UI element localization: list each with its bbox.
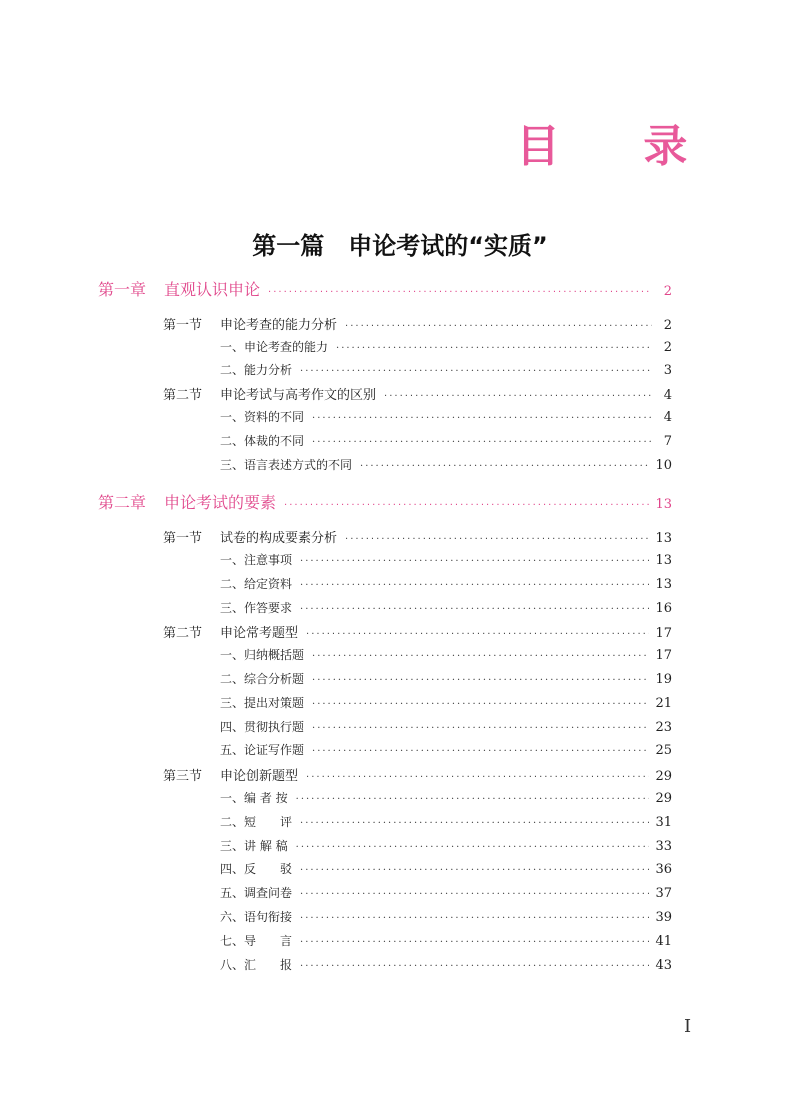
item-label: 三、语言表述方式的不同: [220, 458, 353, 472]
section-number: 第一节: [163, 531, 203, 546]
page-number: 13: [655, 531, 672, 546]
toc-item[interactable]: [220, 551, 672, 571]
item-label: 二、短 评: [220, 815, 293, 829]
leader-dots: [300, 865, 649, 876]
item-label: 二、能力分析: [220, 363, 293, 377]
leader-dots: [300, 961, 649, 972]
toc-item[interactable]: [220, 908, 672, 928]
item-label: 一、资料的不同: [220, 410, 305, 424]
page-number: 17: [655, 626, 672, 641]
leader-dots: [300, 937, 649, 948]
section-title: 申论考试与高考作文的区别: [220, 388, 377, 403]
page-number: 2: [663, 340, 672, 355]
item-label: 七、导 言: [220, 934, 293, 948]
toc-item[interactable]: [220, 932, 672, 952]
section-title: 申论考查的能力分析: [220, 318, 338, 333]
leader-dots: [268, 287, 652, 298]
item-label: 八、汇 报: [220, 958, 293, 972]
section-title: 申论常考题型: [220, 626, 299, 641]
leader-dots: [384, 391, 652, 402]
leader-dots: [284, 500, 649, 511]
item-label: 四、反 驳: [220, 862, 293, 876]
chapter-number: 第二章: [98, 493, 147, 512]
section-title: 试卷的构成要素分析: [220, 531, 338, 546]
leader-dots: [300, 913, 649, 924]
toc-section[interactable]: [163, 527, 672, 547]
toc-item[interactable]: [220, 408, 672, 428]
page-number: 10: [655, 458, 672, 473]
leader-dots: [312, 651, 649, 662]
leader-dots: [300, 580, 649, 591]
section-number: 第二节: [163, 626, 203, 641]
part-heading: [0, 226, 800, 261]
item-label: 一、申论考查的能力: [220, 340, 329, 354]
toc-item[interactable]: [220, 813, 672, 833]
toc-item[interactable]: [220, 456, 672, 476]
toc-section[interactable]: [163, 314, 672, 334]
page-number: 3: [663, 363, 672, 378]
toc-item[interactable]: [220, 361, 672, 381]
toc-item[interactable]: [220, 884, 672, 904]
toc-item[interactable]: [220, 575, 672, 595]
leader-dots: [300, 818, 649, 829]
leader-dots: [336, 343, 652, 354]
toc-item[interactable]: [220, 718, 672, 738]
chapter-title: 直观认识申论: [164, 280, 261, 299]
item-label: 一、注意事项: [220, 553, 293, 567]
leader-dots: [306, 772, 649, 783]
leader-dots: [296, 842, 650, 853]
toc-item[interactable]: [220, 741, 672, 761]
leader-dots: [312, 437, 652, 448]
leader-dots: [345, 534, 649, 545]
item-label: 二、体裁的不同: [220, 434, 305, 448]
page-number: 36: [655, 862, 672, 877]
item-label: 二、给定资料: [220, 577, 293, 591]
item-label: 二、综合分析题: [220, 672, 305, 686]
page-number: 29: [655, 791, 672, 806]
item-label: 三、提出对策题: [220, 696, 305, 710]
toc-chapter-2[interactable]: [98, 490, 672, 514]
page-number: 13: [655, 577, 672, 592]
page-number: 25: [655, 743, 672, 758]
toc-item[interactable]: [220, 956, 672, 976]
toc-section[interactable]: [163, 384, 672, 404]
leader-dots: [312, 699, 649, 710]
item-label: 四、贯彻执行题: [220, 720, 305, 734]
item-label: 六、语句衔接: [220, 910, 293, 924]
page-number: 23: [655, 720, 672, 735]
section-title: 申论创新题型: [220, 769, 299, 784]
leader-dots: [296, 794, 650, 805]
item-label: 五、调查问卷: [220, 886, 293, 900]
section-number: 第二节: [163, 388, 203, 403]
part-number: 第一篇: [252, 232, 325, 260]
page-number: 41: [655, 934, 672, 949]
toc-section[interactable]: [163, 765, 672, 785]
page-number: 19: [655, 672, 672, 687]
item-label: 一、归纳概括题: [220, 648, 305, 662]
page-number: 39: [655, 910, 672, 925]
page-number: 37: [655, 886, 672, 901]
leader-dots: [300, 604, 649, 615]
page-number: 43: [655, 958, 672, 973]
leader-dots: [312, 723, 649, 734]
page-number: 7: [663, 434, 672, 449]
section-number: 第一节: [163, 318, 203, 333]
section-number: 第三节: [163, 769, 203, 784]
chapter-title: 申论考试的要素: [164, 493, 277, 512]
leader-dots: [312, 675, 649, 686]
leader-dots: [300, 366, 652, 377]
toc-item[interactable]: [220, 789, 672, 809]
page-number: 4: [663, 410, 672, 425]
toc-item[interactable]: [220, 338, 672, 358]
page-number: 13: [655, 553, 672, 568]
toc-chapter-1[interactable]: [98, 277, 672, 301]
page-number: 4: [663, 388, 672, 403]
page-number: 16: [655, 601, 672, 616]
page-number: 2: [663, 318, 672, 333]
item-label: 三、讲 解 稿: [220, 839, 288, 853]
page-number: 21: [655, 696, 672, 711]
toc-item[interactable]: [220, 646, 672, 666]
page-number: 31: [655, 815, 672, 830]
page-title: 目 录: [516, 121, 722, 172]
leader-dots: [345, 321, 652, 332]
item-label: 一、编 者 按: [220, 791, 288, 805]
page-number: 17: [655, 648, 672, 663]
leader-dots: [312, 413, 652, 424]
item-label: 五、论证写作题: [220, 743, 305, 757]
toc-item[interactable]: [220, 694, 672, 714]
leader-dots: [300, 556, 649, 567]
toc-item[interactable]: [220, 837, 672, 857]
chapter-number: 第一章: [98, 280, 147, 299]
page-number: 13: [655, 497, 672, 512]
page-number: 33: [655, 839, 672, 854]
toc-item[interactable]: [220, 860, 672, 880]
page-number: 2: [663, 284, 672, 299]
toc-item[interactable]: [220, 432, 672, 452]
page-number: 29: [655, 769, 672, 784]
toc-section[interactable]: [163, 622, 672, 642]
toc-item[interactable]: [220, 670, 672, 690]
part-title: 申论考试的“实质”: [348, 232, 548, 260]
leader-dots: [300, 889, 649, 900]
item-label: 三、作答要求: [220, 601, 293, 615]
toc-item[interactable]: [220, 599, 672, 619]
leader-dots: [312, 746, 649, 757]
page-folio: I: [684, 1016, 692, 1037]
leader-dots: [306, 629, 649, 640]
leader-dots: [360, 461, 649, 472]
